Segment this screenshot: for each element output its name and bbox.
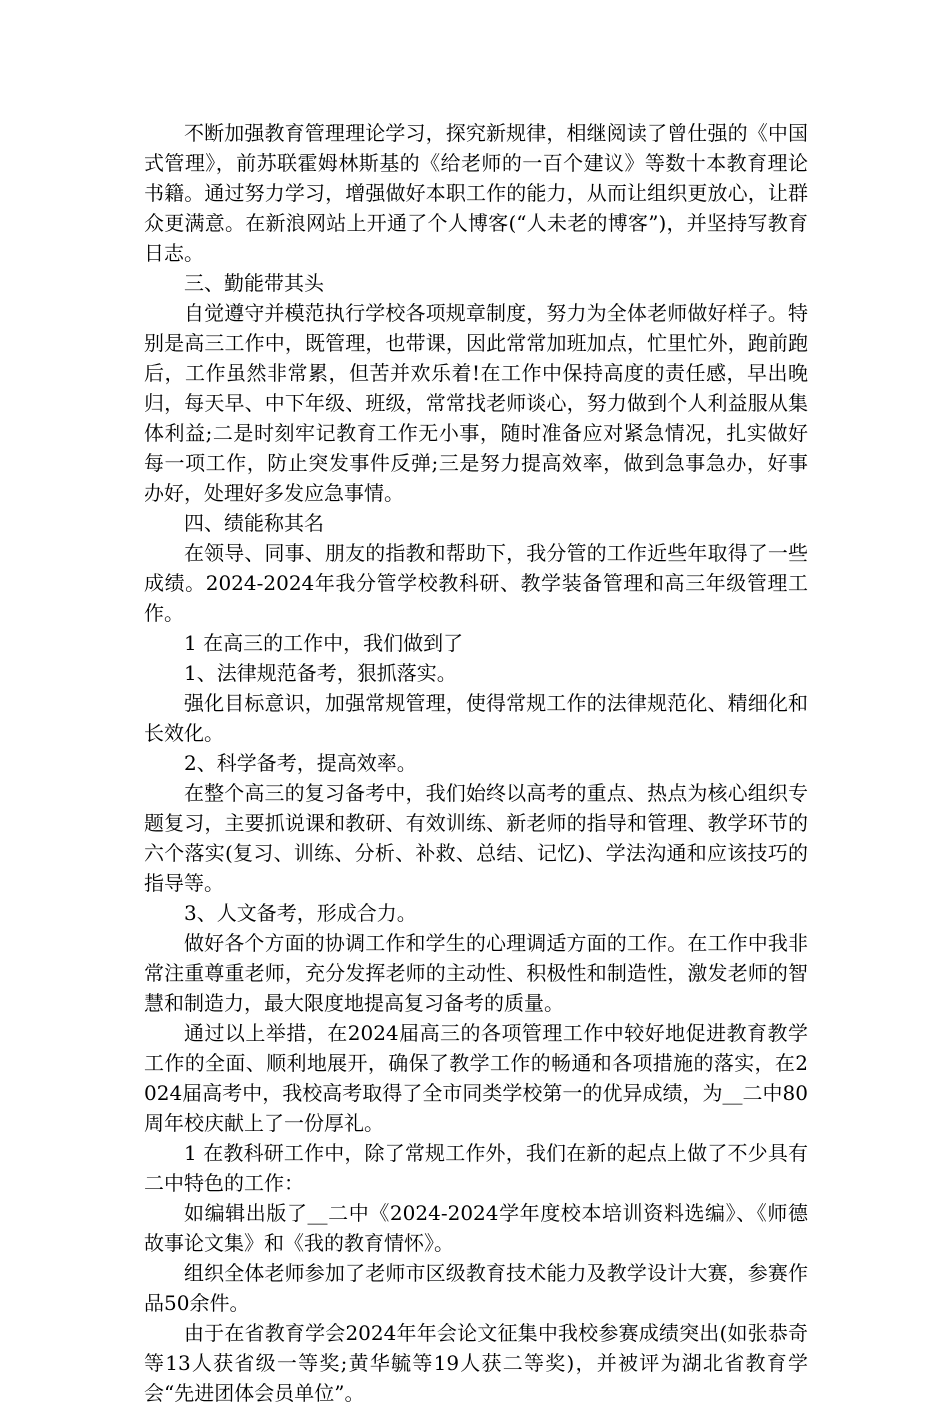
paragraph-competition: 组织全体老师参加了老师市区级教育技术能力及教学设计大赛，参赛作品50余件。	[144, 1261, 808, 1315]
subheading-research: 1 在教科研工作中，除了常规工作外，我们在新的起点上做了不少具有二中特色的工作：	[144, 1141, 808, 1195]
paragraph-publications: 如编辑出版了__二中《2024-2024学年度校本培训资料选编》、《师德故事论文集》和《我的教育情怀》。	[144, 1201, 808, 1255]
paragraph-achievement-intro: 在领导、同事、朋友的指教和帮助下，我分管的工作近些年取得了一些成绩。2024-2024年我分管学校教科研、教学装备管理和高三年级管理工作。	[144, 541, 808, 625]
paragraph-awards: 由于在省教育学会2024年年会论文征集中我校参赛成绩突出(如张恭奇等13人获省级一等奖;黄华毓等19人获二等奖)，并被评为湖北省教育学会“先进团体会员单位”。	[144, 1321, 808, 1405]
paragraph-theory-study: 不断加强教育管理理论学习，探究新规律，相继阅读了曾仕强的《中国式管理》，前苏联霍姆林斯基的《给老师的一百个建议》等数十本教育理论书籍。通过努力学习，增强做好本职工作的能力，从而让组织更放心，让群众更满意。在新浪网站上开通了个人博客(“人未老的博客”)，并坚持写教育日志。	[144, 121, 808, 265]
paragraph-standard-prep: 强化目标意识，加强常规管理，使得常规工作的法律规范化、精细化和长效化。	[144, 691, 808, 745]
paragraph-diligence: 自觉遵守并模范执行学校各项规章制度，努力为全体老师做好样子。特别是高三工作中，既管理，也带课，因此常常加班加点，忙里忙外，跑前跑后，工作虽然非常累，但苦并欢乐着!在工作中保持高度的责任感，早出晚归，每天早、中下年级、班级，常常找老师谈心，努力做到个人利益服从集体利益;二是时刻牢记教育工作无小事，随时准备应对紧急情况，扎实做好每一项工作，防止突发事件反弹;三是努力提高效率，做到急事急办，好事办好，处理好多发应急事情。	[144, 301, 808, 505]
section-heading-diligence: 三、勤能带其头	[184, 271, 324, 295]
item-heading-standard-prep: 1、法律规范备考，狠抓落实。	[184, 661, 457, 685]
paragraph-scientific-prep: 在整个高三的复习备考中，我们始终以高考的重点、热点为核心组织专题复习，主要抓说课和教研、有效训练、新老师的指导和管理、教学环节的六个落实(复习、训练、分析、补救、总结、记忆)、学法沟通和应该技巧的指导等。	[144, 781, 808, 895]
paragraph-humanistic-prep: 做好各个方面的协调工作和学生的心理调适方面的工作。在工作中我非常注重尊重老师，充分发挥老师的主动性、积极性和制造性，激发老师的智慧和制造力，最大限度地提高复习备考的质量。	[144, 931, 808, 1015]
item-heading-humanistic-prep: 3、人文备考，形成合力。	[184, 901, 417, 925]
subheading-senior-three: 1 在高三的工作中，我们做到了	[184, 631, 464, 655]
section-heading-achievement: 四、绩能称其名	[184, 511, 324, 535]
item-heading-scientific-prep: 2、科学备考，提高效率。	[184, 751, 417, 775]
document-body	[144, 118, 808, 1408]
paragraph-results: 通过以上举措，在2024届高三的各项管理工作中较好地促进教育教学工作的全面、顺利地展开，确保了教学工作的畅通和各项措施的落实，在2024届高考中，我校高考取得了全市同类学校第一的优异成绩，为__二中80周年校庆献上了一份厚礼。	[144, 1021, 808, 1135]
